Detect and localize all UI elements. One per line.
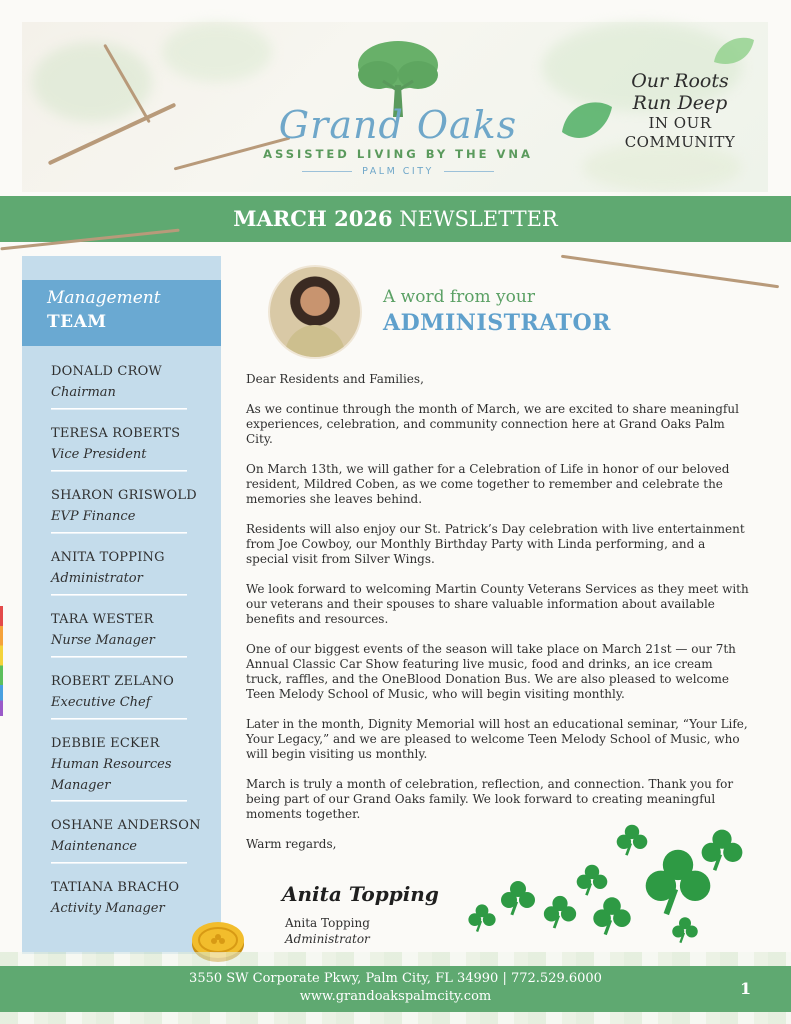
- member-role: Administrator: [51, 571, 143, 586]
- team-member: [22, 810, 221, 872]
- member-role: Human Resources: [51, 757, 172, 772]
- letter-paragraph: We look forward to welcoming Martin County Veterans Services as they meet with our veterans and their spouses to share valuable information about available benefits and resources.: [246, 582, 749, 626]
- letter-paragraph: Later in the month, Dignity Memorial will host an educational seminar, “Your Life, Your Legacy,” and we are pleased to welcome Teen Melody School of Music, who will begin visiting us monthly.: [246, 717, 748, 761]
- team-member: [22, 480, 221, 542]
- title-month: MARCH 2026: [233, 206, 393, 231]
- tagline-line: COMMUNITY: [624, 133, 736, 151]
- team-member: [22, 728, 221, 810]
- logo-subtitle: ASSISTED LIVING BY THE VNA: [263, 147, 533, 161]
- grand-oaks-logo: [258, 35, 538, 185]
- leaf-icon: [557, 92, 617, 152]
- leaf-icon: [712, 32, 756, 68]
- letter-paragraph: Residents will also enjoy our St. Patrick’s Day celebration with live entertainment from Joe Cowboy, our Monthly Birthday Party with Linda performing, and a special visit from Silver Wings.: [246, 522, 745, 566]
- letter-paragraph: As we continue through the month of March, we are excited to share meaningful experiences, celebration, and community connection here at Grand Oaks Palm City.: [246, 402, 739, 446]
- watercolor-wash: [162, 22, 272, 82]
- member-role-line2: Manager: [51, 778, 111, 793]
- management-sidebar: [22, 256, 221, 954]
- member-name: TARA WESTER: [51, 612, 154, 627]
- team-member: [22, 418, 221, 480]
- member-role: Vice President: [51, 447, 147, 462]
- shamrock-icon: [593, 897, 630, 935]
- member-role: Nurse Manager: [51, 633, 155, 648]
- page-number: 1: [740, 979, 752, 998]
- member-role: Activity Manager: [51, 901, 165, 916]
- sidebar-heading: [22, 280, 221, 346]
- divider: [51, 656, 187, 658]
- member-name: TATIANA BRACHO: [51, 880, 180, 895]
- tagline-line: Our Roots: [631, 70, 729, 92]
- divider: [51, 718, 187, 720]
- letter-paragraph: March is truly a month of celebration, reflection, and connection. Thank you for being part of our Grand Oaks family. We look forward to creating meaningful moments together.: [246, 777, 734, 821]
- administrator-photo: [268, 265, 362, 359]
- team-list: [22, 356, 221, 934]
- logo-city-text: PALM CITY: [362, 166, 434, 177]
- letter-paragraph: On March 13th, we will gather for a Celebration of Life in honor of our beloved resident, Mildred Coben, as we come together to remember and celebrate the memories she leaves behind.: [246, 462, 730, 506]
- divider: [51, 408, 187, 410]
- divider: [51, 532, 187, 534]
- member-name: TERESA ROBERTS: [51, 426, 181, 441]
- shamrock-icon: [646, 850, 711, 915]
- letter-paragraph: Dear Residents and Families,: [246, 372, 424, 386]
- member-role: Maintenance: [51, 839, 137, 854]
- divider: [51, 594, 187, 596]
- member-name: SHARON GRISWOLD: [51, 488, 197, 503]
- footer-website-link[interactable]: www.grandoakspalmcity.com: [299, 989, 492, 1004]
- footer-address: 3550 SW Corporate Pkwy, Palm City, FL 34990 | 772.529.6000: [189, 971, 602, 986]
- shamrock-icon: [617, 825, 648, 856]
- leaf-strip-decoration: [0, 952, 791, 966]
- shamrock-cluster: [460, 820, 760, 950]
- tagline: [610, 70, 750, 152]
- watercolor-wash: [32, 42, 152, 122]
- divider: [51, 800, 187, 802]
- shamrock-icon: [468, 904, 495, 932]
- member-name: DEBBIE ECKER: [51, 736, 160, 751]
- signature-name: Anita Topping: [285, 916, 370, 930]
- tagline-line: IN OUR: [648, 114, 712, 132]
- shamrock-icon: [672, 917, 698, 943]
- member-role: Executive Chef: [51, 695, 151, 710]
- admin-title: ADMINISTRATOR: [383, 310, 611, 336]
- logo-city: [258, 166, 538, 177]
- team-member: [22, 356, 221, 418]
- shamrock-icon: [544, 896, 576, 929]
- sidebar-heading-caps: TEAM: [47, 312, 107, 332]
- member-role: EVP Finance: [51, 509, 136, 524]
- member-name: ROBERT ZELANO: [51, 674, 175, 689]
- shamrock-icon: [501, 881, 535, 915]
- member-name: ANITA TOPPING: [51, 550, 165, 565]
- tagline-line: Run Deep: [632, 92, 728, 114]
- leaf-strip-decoration: [0, 1012, 791, 1024]
- footer-bar: [0, 966, 791, 1012]
- team-member: [22, 604, 221, 666]
- letter-body: [246, 372, 751, 867]
- vine-decoration: [561, 255, 779, 289]
- title-rest: NEWSLETTER: [392, 207, 558, 231]
- shamrock-icon: [577, 865, 608, 896]
- shamrock-icon: [702, 830, 743, 871]
- photo-body: [285, 325, 345, 359]
- letter-paragraph: Warm regards,: [246, 837, 337, 851]
- signature-title: Administrator: [285, 932, 370, 946]
- team-member: [22, 666, 221, 728]
- admin-subtitle: A word from your: [383, 287, 535, 307]
- sidebar-heading-italic: Management: [47, 288, 161, 308]
- handwritten-signature: Anita Topping: [282, 882, 439, 906]
- team-member: [22, 542, 221, 604]
- divider: [51, 862, 187, 864]
- letter-paragraph: One of our biggest events of the season will take place on March 21st — our 7th Annual Classic Car Show featuring live music, food and drinks, an ice cream truck, raffles, and the OneBlood Donation Bus. We are also pleased to welcome Teen Melody School of Music, who will begin visiting monthly.: [246, 642, 736, 701]
- member-role: Chairman: [51, 385, 116, 400]
- member-name: DONALD CROW: [51, 364, 162, 379]
- divider: [51, 470, 187, 472]
- logo-name: Grand Oaks: [278, 103, 518, 147]
- color-edge-marks: [0, 606, 3, 716]
- member-name: OSHANE ANDERSON: [51, 818, 201, 833]
